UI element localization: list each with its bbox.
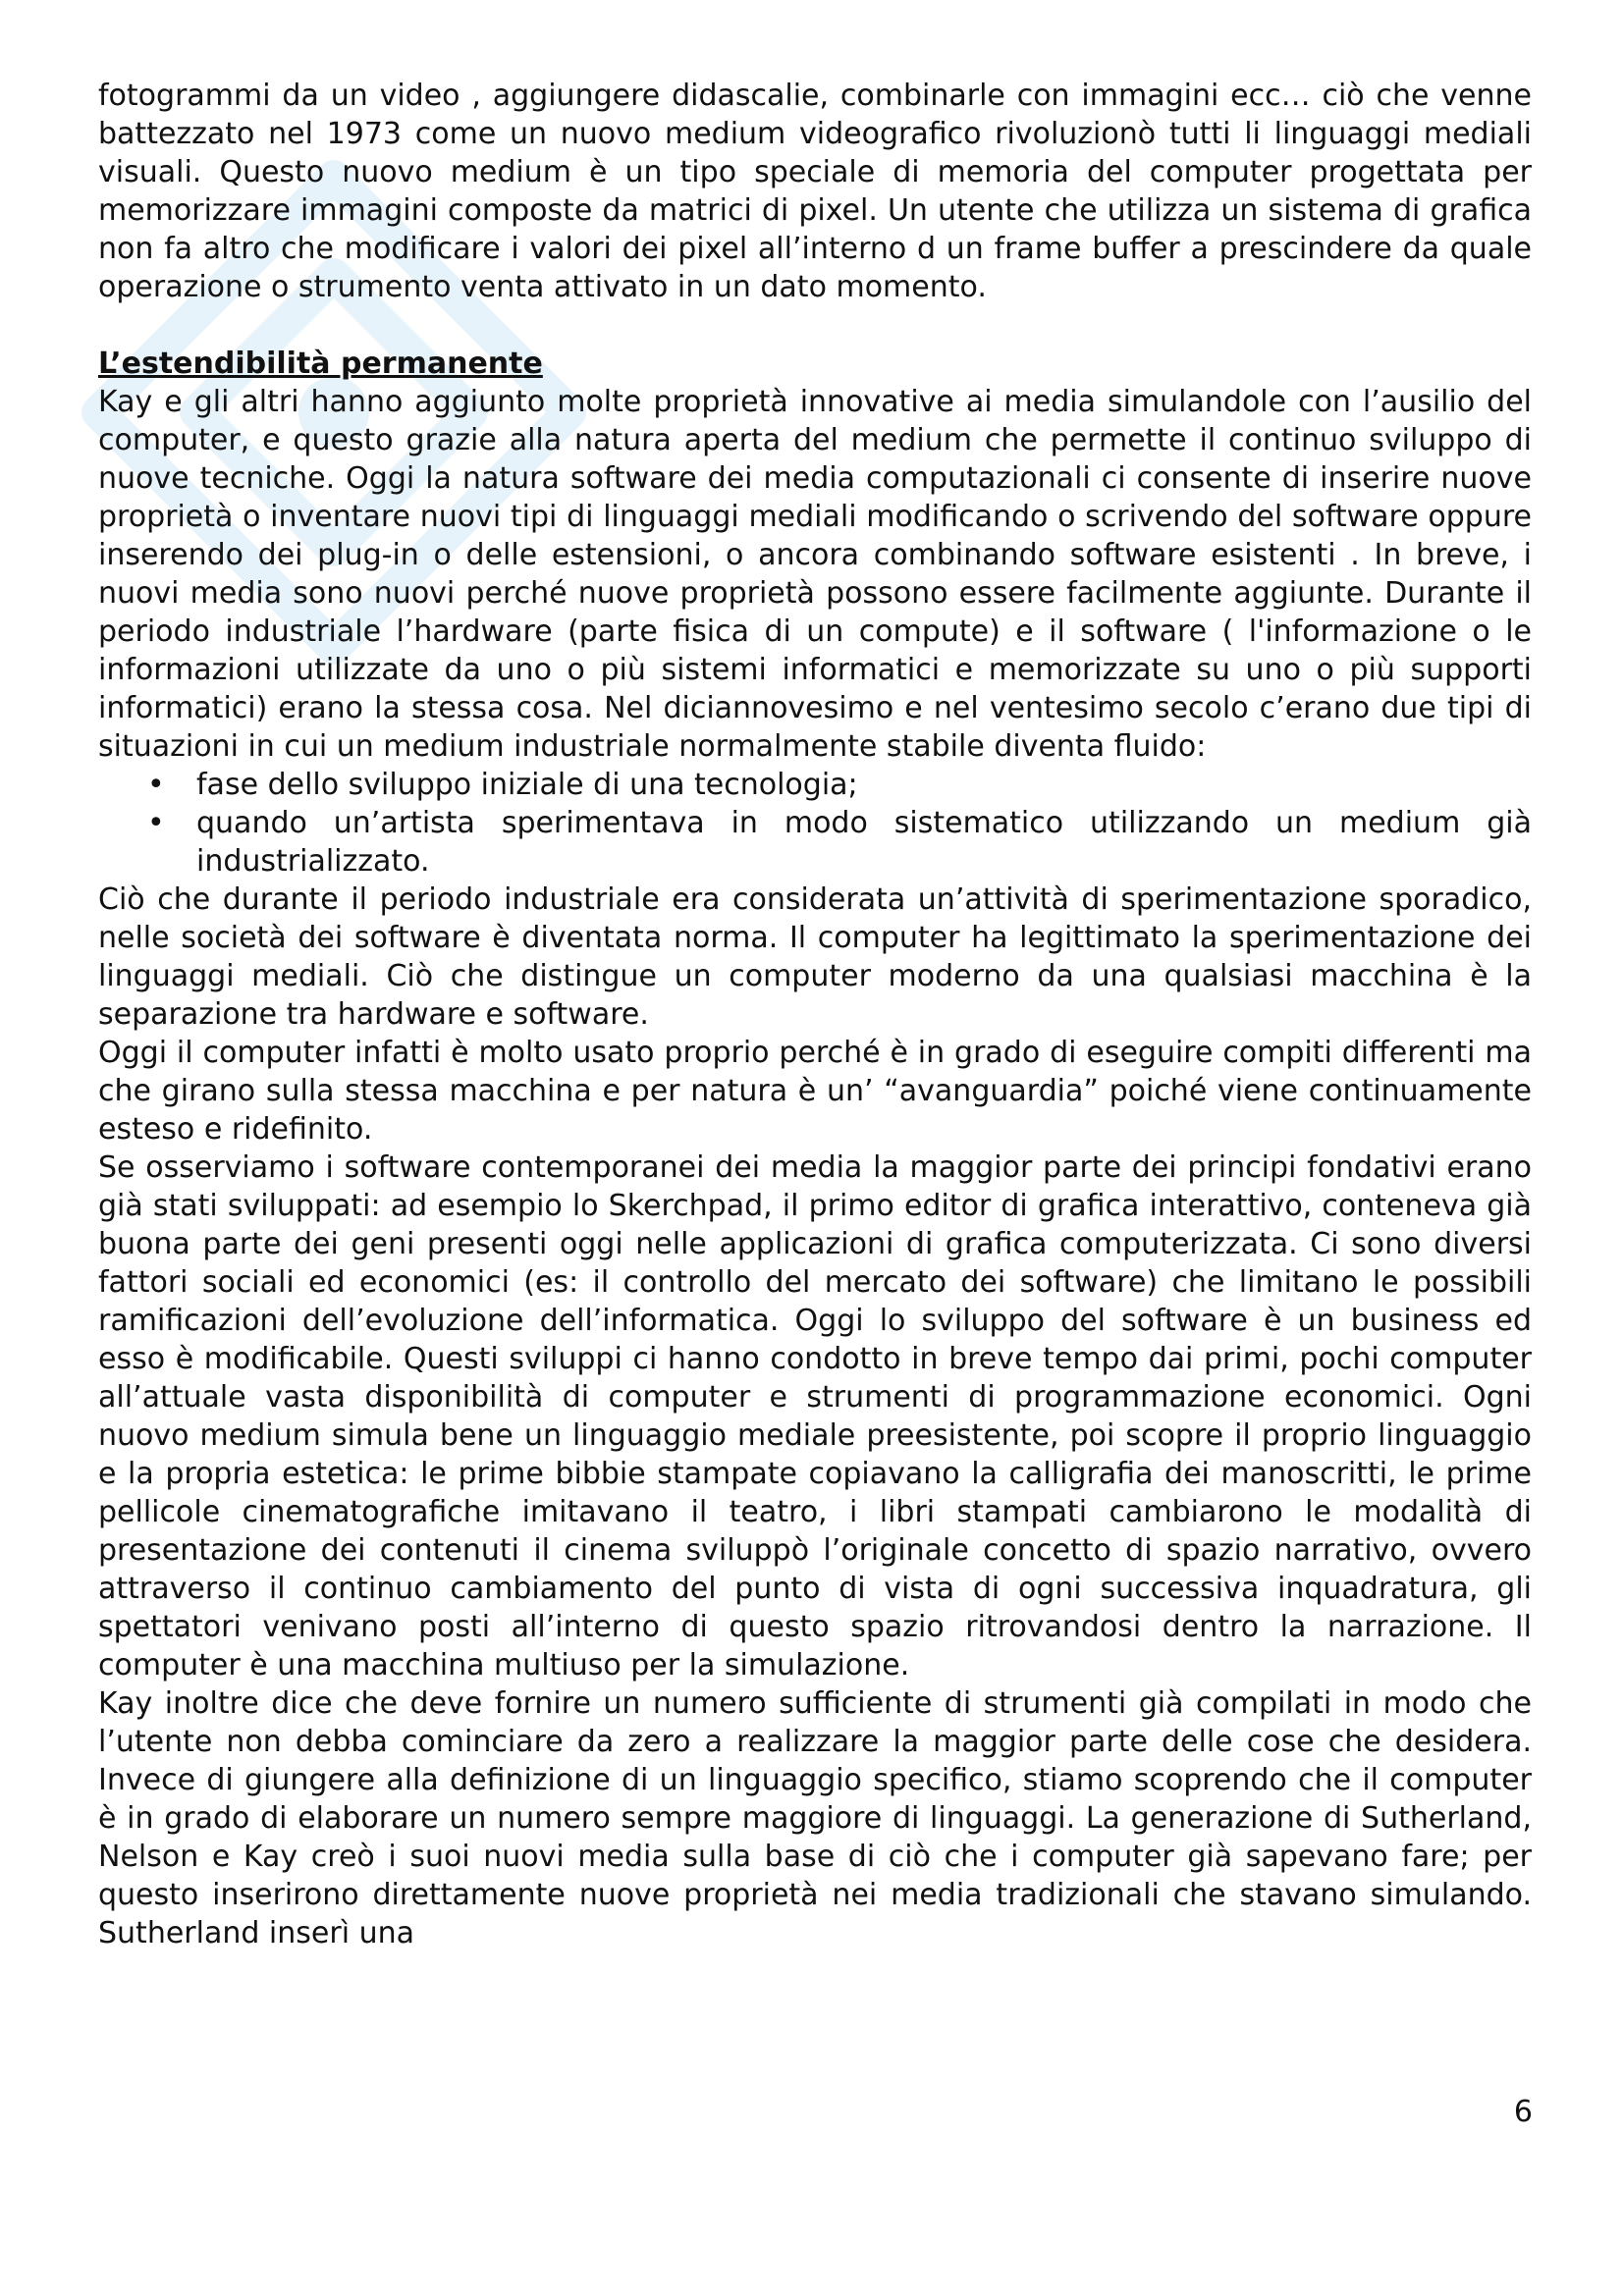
paragraph: Kay e gli altri hanno aggiunto molte proprietà innovative ai media simulandole con l’ausilio del computer, e questo grazie alla natura aperta del medium che permette il continuo sviluppo di nuove tecniche. Oggi la natura software dei media computazionali ci consente di inserire nuove proprietà o inventare nuovi tipi di linguaggi mediali modificando o scrivendo del software oppure inserendo dei plug-in o delle estensioni, o ancora combinando software esistenti . In breve, i nuovi media sono nuovi perché nuove proprietà possono essere facilmente aggiunte. Durante il periodo industriale l’hardware (parte fisica di un compute) e il software ( l'informazione o le informazioni utilizzate da uno o più sistemi informatici e memorizzate su uno o più supporti informatici) erano la stessa cosa. Nel diciannovesimo e nel ventesimo secolo c’erano due tipi di situazioni in cui un medium industriale normalmente stabile diventa fluido: (98, 385, 1532, 764)
list-item: • quando un’artista sperimentava in modo sistematico utilizzando un medium già industrializzato. (196, 804, 1532, 881)
section-heading: L’estendibilità permanente (98, 347, 543, 381)
paragraph-intro: fotogrammi da un video , aggiungere didascalie, combinarle con immagini ecc… ciò che venne battezzato nel 1973 come un nuovo medium videografico rivoluzionò tutti li linguaggi mediali visuali. Questo nuovo medium è un tipo speciale di memoria del computer progettata per memorizzare immagini composte da matrici di pixel. Un utente che utilizza un sistema di grafica non fa altro che modificare i valori dei pixel all’interno d un frame buffer a prescindere da quale operazione o strumento venta attivato in un dato momento. (98, 79, 1532, 304)
bullet-list (98, 766, 1532, 881)
paragraph: Ciò che durante il periodo industriale era considerata un’attività di sperimentazione sporadico, nelle società dei software è diventata norma. Il computer ha legittimato la sperimentazione dei linguaggi mediali. Ciò che distingue un computer moderno da una qualsiasi macchina è la separazione tra hardware e software. (98, 882, 1532, 1032)
paragraph: Kay inoltre dice che deve fornire un numero sufficiente di strumenti già compilati in modo che l’utente non debba cominciare da zero a realizzare la maggior parte delle cose che desidera. Invece di giungere alla definizione di un linguaggio specifico, stiamo scoprendo che il computer è in grado di elaborare un numero sempre maggiore di linguaggi. La generazione di Sutherland, Nelson e Kay creò i suoi nuovi media sulla base di ciò che i computer già sapevano fare; per questo inserirono direttamente nuove proprietà nei media tradizionali che stavano simulando. Sutherland inserì una (98, 1686, 1532, 1950)
paragraph: Oggi il computer infatti è molto usato proprio perché è in grado di eseguire compiti differenti ma che girano sulla stessa macchina e per natura è un’ “avanguardia” poiché viene continuamente esteso e ridefinito. (98, 1036, 1532, 1147)
list-item: • fase dello sviluppo iniziale di una tecnologia; (196, 766, 1532, 804)
paragraph: Se osserviamo i software contemporanei dei media la maggior parte dei principi fondativi erano già stati sviluppati: ad esempio lo Skerchpad, il primo editor di grafica interattivo, conteneva già buona parte dei geni presenti oggi nelle applicazioni di grafica computerizzata. Ci sono diversi fattori sociali ed economici (es: il controllo del mercato dei software) che limitano le possibili ramificazioni dell’evoluzione dell’informatica. Oggi lo sviluppo del software è un business ed esso è modificabile. Questi sviluppi ci hanno condotto in breve tempo dai primi, pochi computer all’attuale vasta disponibilità di computer e strumenti di programmazione economici. Ogni nuovo medium simula bene un linguaggio mediale preesistente, poi scopre il proprio linguaggio e la propria estetica: le prime bibbie stampate copiavano la calligrafia dei manoscritti, le prime pellicole cinematografiche imitavano il teatro, i libri stampati cambiarono le modalità di presentazione dei contenuti il cinema sviluppò l’originale concetto di spazio narrativo, ovvero attraverso il continuo cambiamento del punto di vista di ogni successiva inquadratura, gli spettatori venivano posti all’interno di questo spazio ritrovandosi dentro la narrazione. Il computer è una macchina multiuso per la simulazione. (98, 1150, 1532, 1682)
page-number: 6 (1513, 2095, 1533, 2129)
document-page (98, 77, 1532, 1952)
